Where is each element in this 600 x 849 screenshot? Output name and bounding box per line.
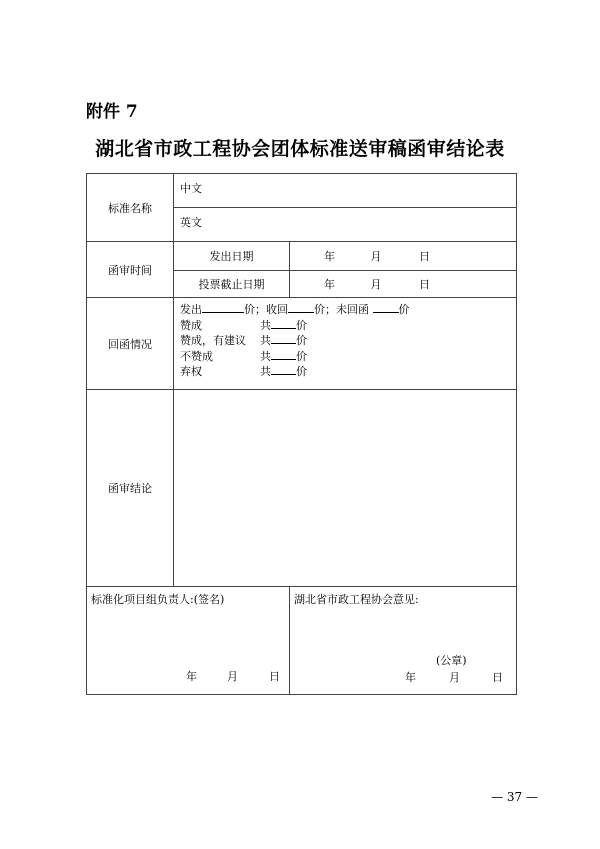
reply-row-unit: 价 xyxy=(296,349,307,363)
received-label: 收回 xyxy=(266,303,288,316)
leader-day-label: 日 xyxy=(269,670,280,683)
issue-day-label: 日 xyxy=(419,250,430,263)
leader-signature-label: 标准化项目组负责人:(签名) xyxy=(91,593,225,606)
reply-row-blank[interactable] xyxy=(271,333,296,344)
reply-row-label: 不赞成 xyxy=(180,349,213,363)
not-returned-count-blank[interactable] xyxy=(373,302,399,313)
standard-name-zh-cell[interactable] xyxy=(174,174,517,208)
reply-row-prefix: 共 xyxy=(260,365,271,378)
received-count-blank[interactable] xyxy=(288,302,314,313)
reply-row-blank[interactable] xyxy=(271,349,296,360)
leader-month-label: 月 xyxy=(227,670,238,683)
sent-count-blank[interactable] xyxy=(202,302,244,313)
association-month-label: 月 xyxy=(449,671,460,684)
reply-row-label: 赞成，有建议 xyxy=(180,334,246,347)
reply-row-prefix: 共 xyxy=(260,334,271,347)
association-year-label: 年 xyxy=(405,671,416,684)
reply-row-prefix: 共 xyxy=(260,318,271,332)
not-returned-label: 未回函 xyxy=(336,303,369,316)
signature-row xyxy=(87,587,517,695)
leader-signature-cell[interactable] xyxy=(87,587,289,694)
reply-row xyxy=(174,333,516,349)
issue-month-label: 月 xyxy=(370,250,382,263)
deadline-day-label: 日 xyxy=(419,278,430,291)
standard-name-label: 标准名称 xyxy=(87,174,174,242)
seal-label: (公章) xyxy=(436,654,467,667)
deadline-year-label: 年 xyxy=(324,278,335,291)
reply-row-label: 弃权 xyxy=(180,365,202,378)
review-conclusion-form xyxy=(86,173,517,695)
received-unit: 价 xyxy=(314,303,325,316)
issue-date-label: 发出日期 xyxy=(174,242,290,271)
reply-summary-line xyxy=(174,302,516,318)
reply-row-blank[interactable] xyxy=(271,318,296,329)
association-day-label: 日 xyxy=(492,671,503,684)
reply-row-unit: 价 xyxy=(296,365,307,378)
leader-year-label: 年 xyxy=(186,670,197,683)
reply-row-blank[interactable] xyxy=(271,364,296,375)
reply-row xyxy=(174,364,516,380)
standard-name-zh-label: 中文 xyxy=(180,182,202,195)
review-time-label: 函审时间 xyxy=(87,242,174,298)
issue-date-field[interactable] xyxy=(290,242,517,271)
reply-row xyxy=(174,318,516,334)
page-title: 湖北省市政工程协会团体标准送审稿函审结论表 xyxy=(95,138,505,160)
sent-label: 发出 xyxy=(180,303,202,316)
reply-status-cell[interactable] xyxy=(174,298,517,390)
vote-deadline-label: 投票截止日期 xyxy=(174,271,290,298)
issue-year-label: 年 xyxy=(324,250,335,263)
reply-row-unit: 价 xyxy=(296,318,307,332)
standard-name-en-label: 英文 xyxy=(180,216,202,229)
attachment-label: 附件 7 xyxy=(86,102,138,122)
reply-row-label: 赞成 xyxy=(180,318,202,332)
not-returned-unit: 价 xyxy=(398,303,410,316)
sep-2: ； xyxy=(325,303,336,316)
reply-row-unit: 价 xyxy=(296,334,307,347)
sent-unit: 价 xyxy=(244,303,255,316)
reply-status-label: 回函情况 xyxy=(87,298,174,390)
sep-1: ； xyxy=(255,303,266,316)
standard-name-en-cell[interactable] xyxy=(174,208,517,242)
reply-row xyxy=(174,349,516,365)
deadline-month-label: 月 xyxy=(370,278,382,291)
reply-row-prefix: 共 xyxy=(260,349,271,363)
conclusion-label: 函审结论 xyxy=(87,390,174,587)
vote-deadline-field[interactable] xyxy=(290,271,517,298)
association-opinion-label: 湖北省市政工程协会意见: xyxy=(294,593,419,606)
conclusion-field[interactable] xyxy=(174,390,517,587)
page-number: — 37 — xyxy=(491,790,538,804)
association-opinion-cell[interactable] xyxy=(290,587,517,694)
